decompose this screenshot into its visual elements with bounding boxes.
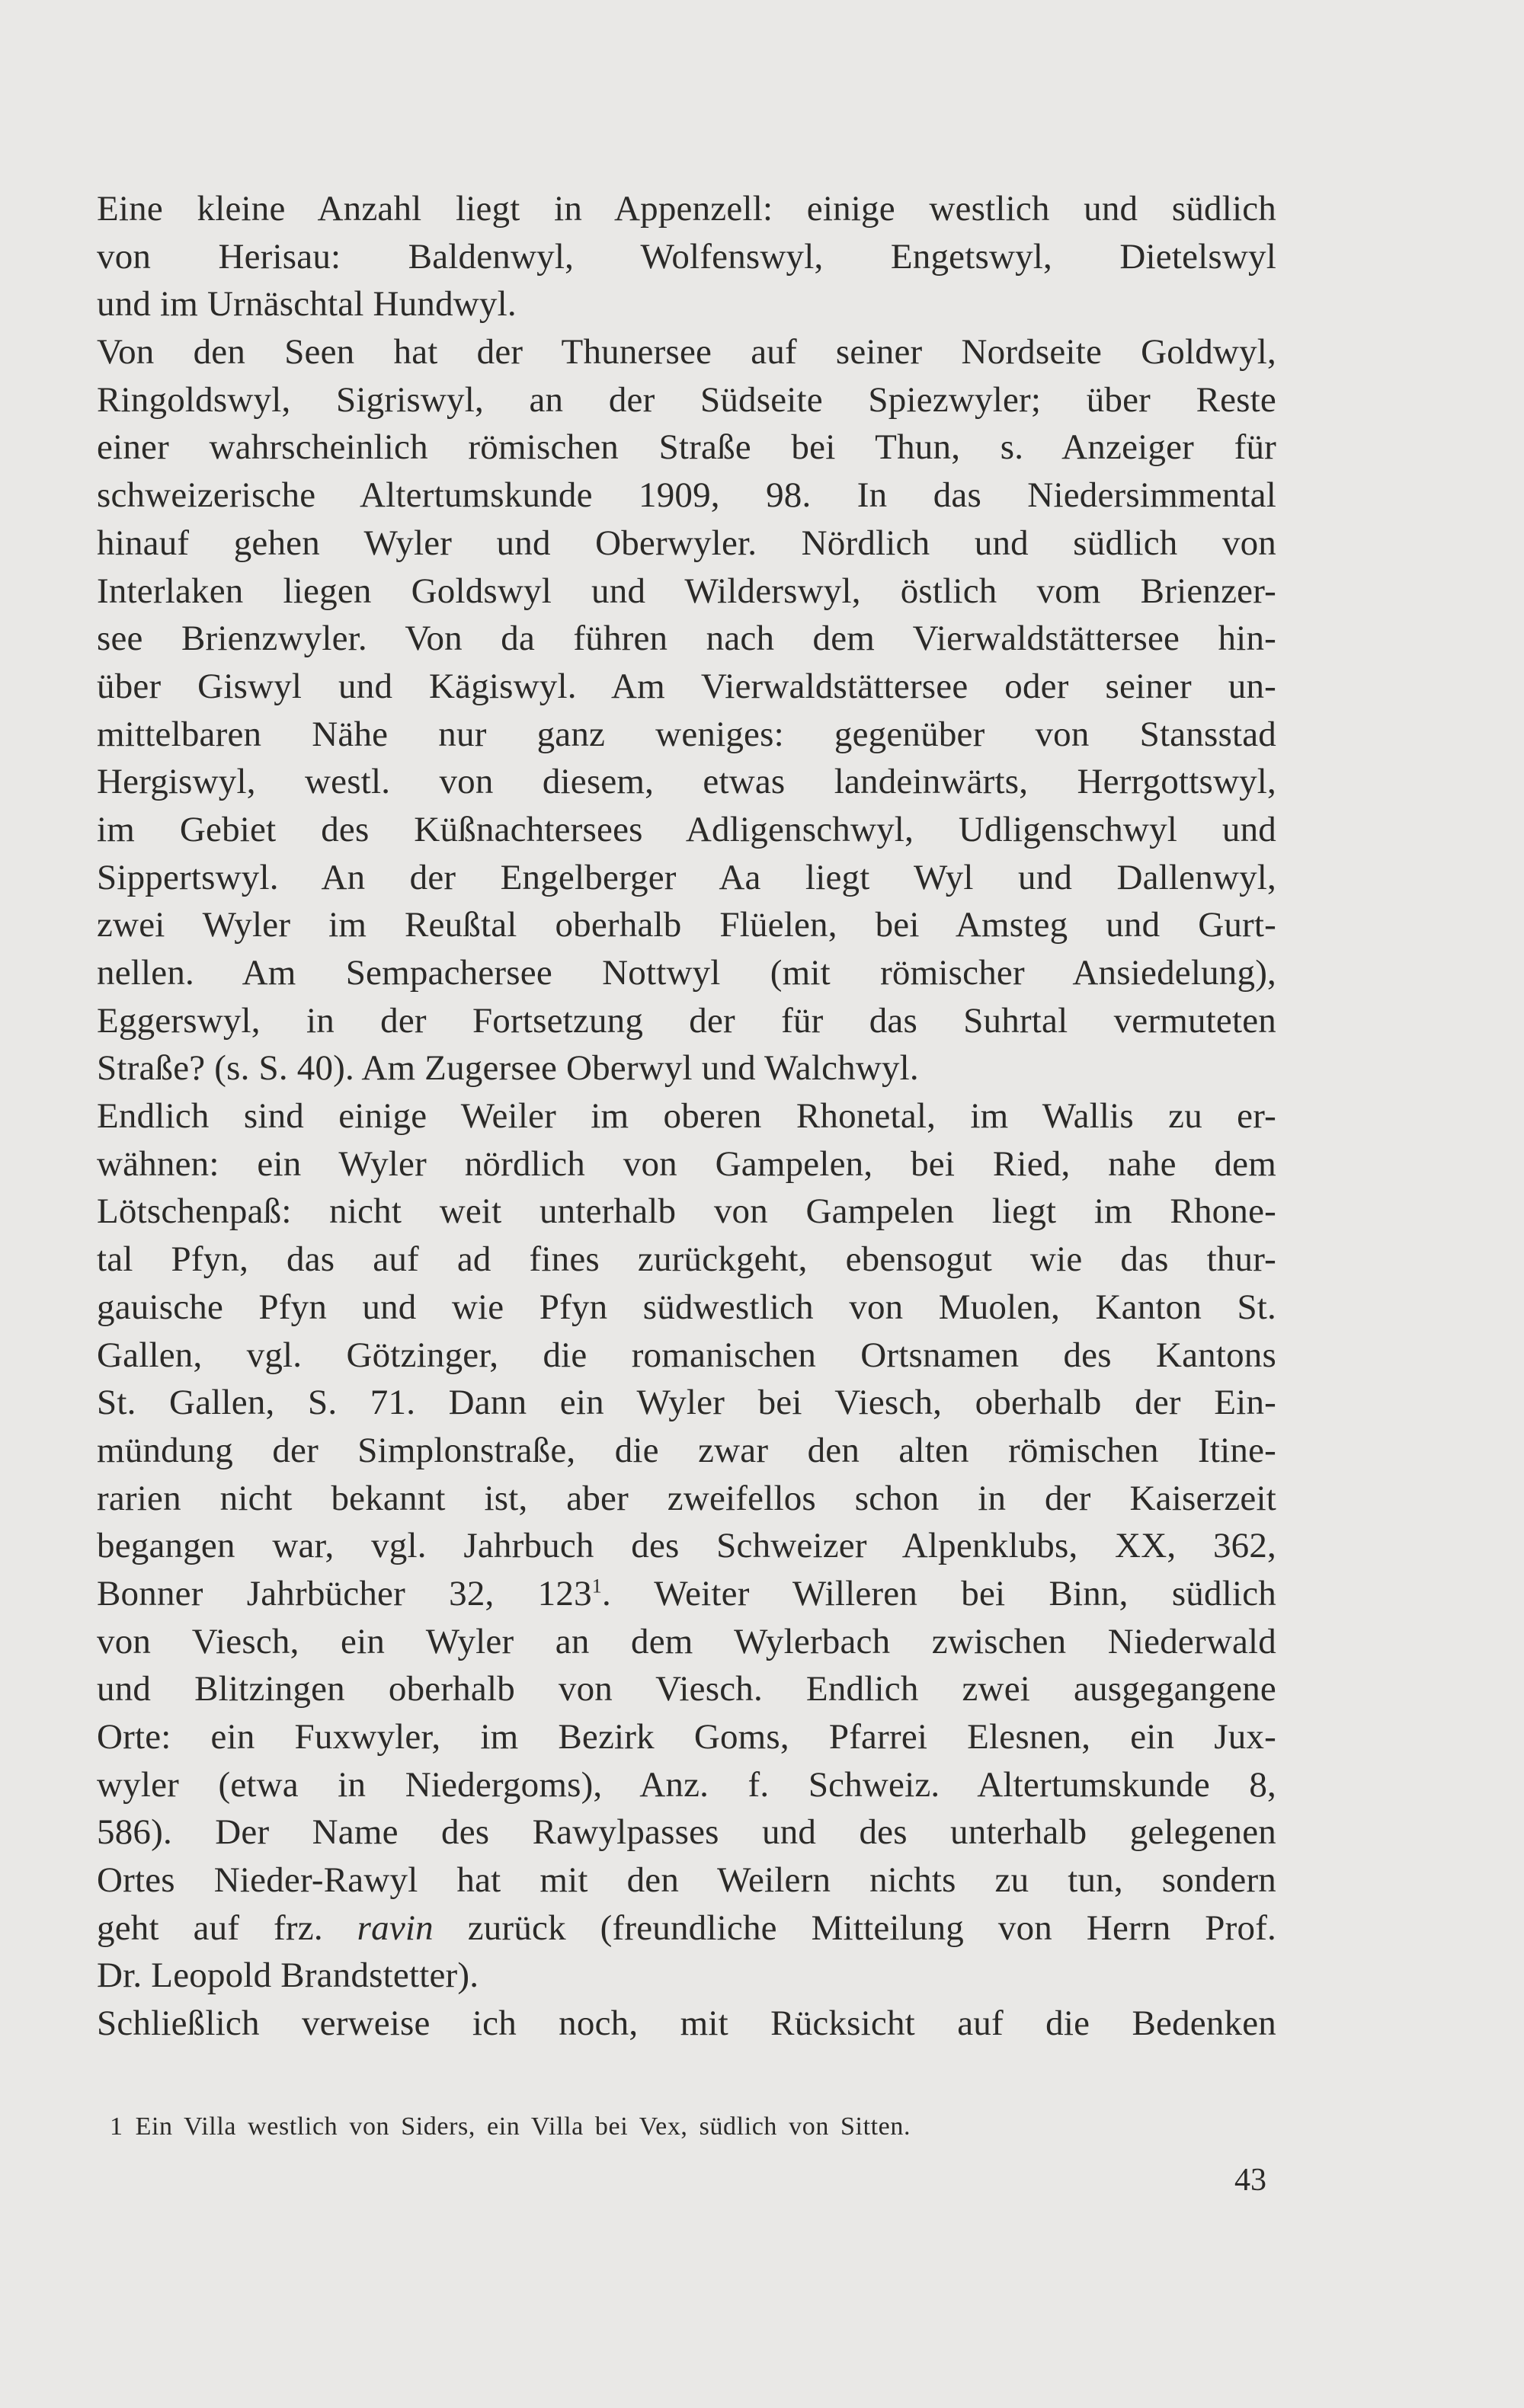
footnote-reference: 1: [591, 1575, 602, 1597]
footnote: [110, 2110, 911, 2144]
text-line: einer wahrscheinlich römischen Straße bei Thun, s. Anzeiger für: [97, 427, 1276, 468]
text-line: gauische Pfyn und wie Pfyn südwestlich von Muolen, Kanton St.: [97, 1287, 1276, 1327]
italic-term: ravin: [357, 1908, 434, 1948]
text-line: rarien nicht bekannt ist, aber zweifellos schon in der Kaiserzeit: [97, 1478, 1276, 1518]
text-line: Von den Seen hat der Thunersee auf seiner Nordseite Goldwyl,: [97, 332, 1276, 373]
text-line: begangen war, vgl. Jahrbuch des Schweizer Alpenklubs, XX, 362,: [97, 1526, 1276, 1566]
text-line: mittelbaren Nähe nur ganz weniges: gegenüber von Stansstad: [97, 714, 1276, 754]
text-line: Sippertswyl. An der Engelberger Aa liegt Wyl und Dallenwyl,: [97, 857, 1276, 897]
text-line: Hergiswyl, westl. von diesem, etwas landeinwärts, Herrgottswyl,: [97, 762, 1276, 802]
text-line: nellen. Am Sempachersee Nottwyl (mit römischer Ansiedelung),: [97, 953, 1276, 993]
text-line: mündung der Simplonstraße, die zwar den alten römischen Itine-: [97, 1430, 1276, 1470]
text-line: Eine kleine Anzahl liegt in Appenzell: einige westlich und südlich: [97, 189, 1276, 229]
text-line: Lötschenpaß: nicht weit unterhalb von Gampelen liegt im Rhone-: [97, 1191, 1276, 1232]
text-line: Ortes Nieder-Rawyl hat mit den Weilern nichts zu tun, sondern: [97, 1860, 1276, 1901]
text-line: Gallen, vgl. Götzinger, die romanischen Ortsnamen des Kantons: [97, 1335, 1276, 1375]
line-text: geht auf frz.: [97, 1908, 357, 1948]
text-line: über Giswyl und Kägiswyl. Am Vierwaldstättersee oder seiner un-: [97, 666, 1276, 706]
text-line: von Herisau: Baldenwyl, Wolfenswyl, Engetswyl, Dietelswyl: [97, 236, 1276, 277]
text-line: 586). Der Name des Rawylpasses und des unterhalb gelegenen: [97, 1812, 1276, 1853]
line-text: zurück (freundliche Mitteilung von Herrn Prof.: [433, 1908, 1276, 1948]
line-text: . Weiter Willeren bei Binn, südlich: [601, 1573, 1276, 1613]
footnote-number: 1: [110, 2112, 123, 2141]
text-line: see Brienzwyler. Von da führen nach dem Vierwaldstättersee hin-: [97, 619, 1276, 659]
text-line: hinauf gehen Wyler und Oberwyler. Nördlich und südlich von: [97, 523, 1276, 563]
text-line: Dr. Leopold Brandstetter).: [97, 1956, 479, 1996]
text-line: St. Gallen, S. 71. Dann ein Wyler bei Viesch, oberhalb der Ein-: [97, 1383, 1276, 1423]
text-line-with-italic: [97, 1904, 1276, 1952]
text-line: Endlich sind einige Weiler im oberen Rhonetal, im Wallis zu er-: [97, 1096, 1276, 1137]
text-line: und Blitzingen oberhalb von Viesch. Endlich zwei ausgegangene: [97, 1669, 1276, 1709]
body-text: [97, 185, 1276, 2048]
text-line: Orte: ein Fuxwyler, im Bezirk Goms, Pfarrei Elesnen, ein Jux-: [97, 1717, 1276, 1757]
text-line: im Gebiet des Küßnachtersees Adligenschwyl, Udligenschwyl und: [97, 809, 1276, 849]
text-line: Eggerswyl, in der Fortsetzung der für das Suhrtal vermuteten: [97, 1000, 1276, 1041]
text-line-with-footnote-ref: [97, 1570, 1276, 1618]
footnote-text: Ein Villa westlich von Siders, ein Villa bei Vex, südlich von Sitten.: [135, 2112, 911, 2141]
text-line: schweizerische Altertumskunde 1909, 98. In das Niedersimmental: [97, 475, 1276, 516]
text-line: zwei Wyler im Reußtal oberhalb Flüelen, bei Amsteg und Gurt-: [97, 905, 1276, 945]
text-line: und im Urnäschtal Hundwyl.: [97, 284, 517, 325]
line-text: Bonner Jahrbücher 32, 123: [97, 1573, 592, 1613]
text-line: Schließlich verweise ich noch, mit Rücksicht auf die Bedenken: [97, 2003, 1276, 2044]
text-line: Interlaken liegen Goldswyl und Wilderswyl, östlich vom Brienzer-: [97, 571, 1276, 611]
text-line: tal Pfyn, das auf ad fines zurückgeht, ebensogut wie das thur-: [97, 1239, 1276, 1280]
page-number: 43: [1234, 2163, 1266, 2198]
text-line: von Viesch, ein Wyler an dem Wylerbach zwischen Niederwald: [97, 1621, 1276, 1661]
text-line: wyler (etwa in Niedergoms), Anz. f. Schweiz. Altertumskunde 8,: [97, 1764, 1276, 1805]
text-line: wähnen: ein Wyler nördlich von Gampelen, bei Ried, nahe dem: [97, 1143, 1276, 1184]
text-line: Straße? (s. S. 40). Am Zugersee Oberwyl und Walchwyl.: [97, 1048, 919, 1089]
text-line: Ringoldswyl, Sigriswyl, an der Südseite Spiezwyler; über Reste: [97, 379, 1276, 420]
